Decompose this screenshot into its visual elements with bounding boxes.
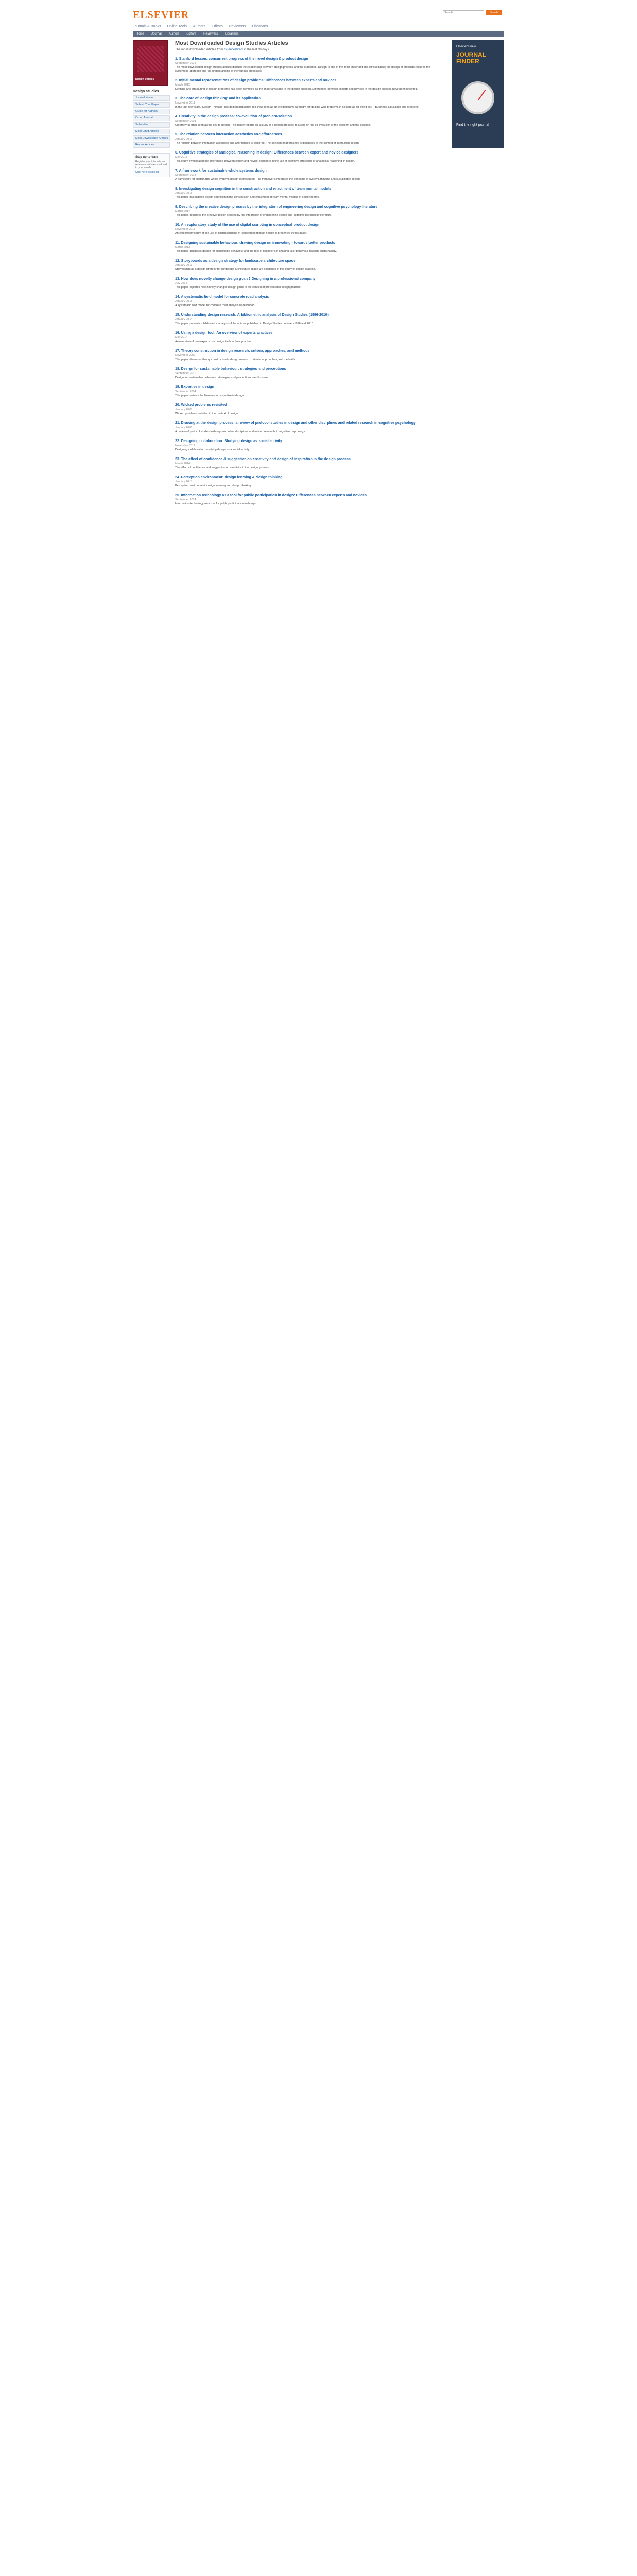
article-title[interactable]: 8. Investigating design cognition in the construction and enactment of team mental models — [175, 187, 331, 191]
article-date: January 2014 — [175, 318, 193, 321]
journal-finder-ad[interactable] — [452, 40, 504, 148]
main-navbar — [133, 31, 504, 37]
sidebar-item-most-cited[interactable]: Most Cited Articles — [133, 129, 170, 134]
article-title[interactable]: 19. Expertise in design — [175, 385, 214, 389]
article-date: January 2005 — [175, 408, 193, 411]
article-title[interactable]: 13. How does novelty change design goals? Designing in a professional company — [175, 277, 316, 281]
gauge-needle — [478, 90, 486, 100]
article-date: September 2001 — [175, 120, 196, 123]
article-title[interactable]: 15. Understanding design research: A bibliometric analysis of Design Studies (1996-2010) — [175, 313, 329, 317]
cover-pattern — [137, 46, 164, 72]
article-item — [175, 277, 443, 290]
top-navigation — [133, 25, 268, 28]
article-item — [175, 168, 443, 181]
article-item — [175, 187, 443, 199]
article-title[interactable]: 10. An exploratory study of the use of digital sculpting in conceptual product design — [175, 223, 320, 227]
article-item — [175, 205, 443, 217]
article-date: May 2014 — [175, 336, 188, 339]
article-item — [175, 475, 443, 488]
elsevier-logo[interactable]: ELSEVIER — [133, 9, 190, 21]
topnav-item-librarians[interactable]: Librarians — [252, 25, 268, 28]
article-date: January 2015 — [175, 192, 193, 195]
search-button[interactable]: Search — [486, 10, 502, 15]
article-title[interactable]: 1. Stanford lesson: concurrent progress of the novel design & product design — [175, 57, 308, 61]
article-title[interactable]: 23. The effect of confidence & suggestion on creativity and design of inspiration in the design process — [175, 457, 351, 461]
article-abstract: This paper presents a bibliometric analysis of the articles published in Design Studies between 1996 and 2010. — [175, 322, 314, 325]
article-abstract: In the last few years, 'Design Thinking' has gained popularity. It is now seen as an exciting new paradigm for dealing with problems in sectors as far afield as IT, Business, Education and Medicine. — [175, 106, 420, 109]
navbar-item-authors[interactable]: Authors — [168, 32, 180, 36]
article-title[interactable]: 3. The core of 'design thinking' and its application — [175, 97, 261, 100]
article-abstract: An overview of how experts use design tools in their practice. — [175, 340, 252, 343]
article-date: January 2015 — [175, 300, 193, 303]
top-header — [0, 0, 637, 27]
article-item — [175, 331, 443, 344]
article-date: March 2014 — [175, 462, 191, 465]
article-date: January 2006 — [175, 426, 193, 429]
article-item — [175, 313, 443, 326]
topnav-item-editors[interactable]: Editors — [212, 25, 223, 28]
article-title[interactable]: 4. Creativity in the design process: co-evolution of problem-solution — [175, 115, 292, 118]
article-item — [175, 385, 443, 398]
article-abstract: Storyboards as a design strategy for landscape architecture space are examined in this study of design practice. — [175, 268, 316, 271]
sidebar-list — [133, 95, 170, 148]
sidebar-item-submit[interactable]: Submit Your Paper — [133, 102, 170, 108]
article-date: March 2014 — [175, 210, 191, 213]
article-item — [175, 114, 443, 127]
cover-title: Design Studies — [135, 78, 154, 81]
sidebar — [133, 40, 170, 177]
navbar-item-home[interactable]: Home — [136, 32, 145, 36]
article-abstract: Designing collaboration: studying design as a social activity. — [175, 448, 250, 451]
article-date: January 2013 — [175, 138, 193, 141]
article-abstract: An exploratory study of the use of digital sculpting in conceptual product design is presented in this paper. — [175, 232, 307, 235]
article-date: March 2015 — [175, 83, 191, 87]
sciencedirect-link[interactable]: ScienceDirect — [224, 48, 244, 52]
article-item — [175, 57, 443, 73]
article-abstract: Creativity is often seen as the key to design. This paper reports on a study of a design process, focusing on the co-evolution of the problem and the solution. — [175, 124, 371, 127]
article-item — [175, 493, 443, 506]
article-abstract: A framework for sustainable whole systems design is presented. The framework integrates the concepts of systems thinking and sustainable design. — [175, 178, 361, 181]
article-item — [175, 295, 443, 308]
ad-line-3: Find the right journal — [456, 123, 489, 127]
article-date: September 2014 — [175, 62, 196, 65]
article-abstract: Wicked problems revisited in the context of design. — [175, 412, 239, 415]
sidebar-item-subscribe[interactable]: Subscribe — [133, 122, 170, 128]
article-item — [175, 367, 443, 380]
navbar-item-librarians[interactable]: Librarians — [225, 32, 239, 36]
page-intro — [175, 48, 270, 52]
article-abstract: This paper describes the creative design process by the integration of engineering design and cognitive psychology literature. — [175, 214, 332, 217]
sidebar-item-most-downloaded[interactable]: Most Downloaded Articles — [133, 135, 170, 141]
article-title[interactable]: 14. A systematic field model for concrete road analysis — [175, 295, 269, 299]
article-date: September 2004 — [175, 390, 196, 393]
ad-line-2: JOURNAL FINDER — [456, 51, 486, 65]
article-abstract: The most downloaded design studies articles discuss the relationship between design process and the outcomes. Design is one of the most important and difficult tasks; the design of products requires the systematic approach and the understanding of the various processes. — [175, 66, 431, 73]
article-abstract: A review of protocol studies in design and other disciplines and related research in cognitive psychology. — [175, 430, 306, 433]
article-title[interactable]: 12. Storyboards as a design strategy for landscape architecture space — [175, 259, 296, 263]
article-item — [175, 259, 443, 272]
navbar-item-journal[interactable]: Journal — [151, 32, 162, 36]
article-item — [175, 457, 443, 470]
article-abstract: This paper discusses theory construction in design research: criteria, approaches, and methods. — [175, 358, 296, 361]
sidebar-item-recent[interactable]: Recent Articles — [133, 142, 170, 148]
article-title[interactable]: 5. The relation between interaction aesthetics and affordances — [175, 133, 282, 137]
article-date: September 2011 — [175, 372, 196, 375]
sidebar-item-journal-home[interactable]: Journal Home — [133, 95, 170, 101]
article-title[interactable]: 11. Designing sustainable behaviour: drawing design on innovating - towards better products — [175, 241, 335, 245]
gauge-icon — [461, 81, 494, 114]
article-date: March 2013 — [175, 246, 191, 249]
article-date: July 2014 — [175, 282, 187, 285]
article-date: January 2013 — [175, 480, 193, 483]
article-abstract: Perception environment: design learning and design thinking. — [175, 484, 252, 487]
intro-suffix: in the last 90 days. — [243, 48, 270, 52]
navbar-item-reviewers[interactable]: Reviewers — [203, 32, 218, 36]
signup-link[interactable]: Click here to sign up — [135, 171, 159, 174]
stay-up-to-date-title: Stay up-to-date — [135, 156, 158, 159]
article-abstract: A systematic field model for concrete road analysis is described. — [175, 304, 255, 307]
article-abstract: This study investigated the differences between expert and novice designers in the use of cognitive strategies of analogical reasoning in design. — [175, 160, 355, 163]
article-item — [175, 223, 443, 235]
article-date: November 2011 — [175, 444, 195, 447]
article-title[interactable]: 22. Designing collaboration: Studying design as social activity — [175, 439, 282, 443]
article-title[interactable]: 20. Wicked problems revisited — [175, 403, 227, 407]
article-date: January 2013 — [175, 264, 193, 267]
article-abstract: Defining and structuring of design problems has been identified as the important stage in the design process. Differences between experts and novices in the design process have been reported. — [175, 88, 418, 91]
article-title[interactable]: 25. Information technology as a tool for public participation in design: Differences between experts and novices — [175, 494, 367, 497]
article-title[interactable]: 24. Perception environment: design learning & design thinking — [175, 476, 283, 479]
article-abstract: Design for sustainable behaviour: strategies and perceptions are discussed. — [175, 376, 270, 379]
article-item — [175, 132, 443, 145]
stay-up-to-date-box — [133, 153, 170, 177]
article-date: September 2014 — [175, 498, 196, 501]
article-title[interactable]: 6. Cognitive strategies of analogical reasoning in design: Differences between expert and novice designers — [175, 151, 359, 155]
sidebar-heading: Design Studies — [133, 90, 159, 93]
navbar-item-editors[interactable]: Editors — [186, 32, 197, 36]
article-date: September 2013 — [175, 174, 196, 177]
ad-line-1: Elsevier's new — [456, 45, 476, 48]
article-title[interactable]: 16. Using a design tool: An overview of experts practices — [175, 331, 273, 335]
topnav-item-journals[interactable]: Journals & Books — [133, 25, 161, 28]
journal-cover[interactable] — [133, 40, 168, 86]
article-abstract: This paper investigates design cognition in the construction and enactment of team mental models in design teams. — [175, 196, 320, 199]
page-title: Most Downloaded Design Studies Articles — [175, 40, 288, 46]
article-abstract: This paper discusses design for sustainable behaviour and the role of designers in shaping user behaviour towards sustainability. — [175, 250, 337, 253]
article-title[interactable]: 9. Describing the creative design process by the integration of engineering design and cognitive psychology literature — [175, 205, 378, 209]
intro-prefix: The most downloaded articles from — [175, 48, 225, 52]
topnav-item-reviewers[interactable]: Reviewers — [229, 25, 246, 28]
article-title[interactable]: 18. Design for sustainable behaviour: strategies and perceptions — [175, 367, 286, 371]
article-date: May 2013 — [175, 156, 188, 159]
article-item — [175, 421, 443, 434]
article-item — [175, 96, 443, 109]
article-abstract: Information technology as a tool for public participation in design. — [175, 502, 257, 505]
article-title[interactable]: 17. Theory construction in design research: criteria, approaches, and methods — [175, 349, 310, 353]
article-item — [175, 439, 443, 452]
article-list — [175, 57, 443, 511]
sidebar-item-order[interactable]: Order Journal — [133, 115, 170, 121]
article-title[interactable]: 2. Initial mental representations of design problems: Differences between experts and novices — [175, 79, 337, 82]
article-item — [175, 78, 443, 91]
article-item — [175, 349, 443, 362]
article-date: November 2002 — [175, 354, 196, 357]
article-date: November 2011 — [175, 101, 195, 105]
article-title[interactable]: 21. Drawing at the design process: a review of protocol studies in design and other disciplines and related research in cognitive psychology — [175, 421, 416, 425]
article-item — [175, 150, 443, 163]
article-abstract: The effect of confidence and suggestion on creativity in the design process. — [175, 466, 270, 469]
article-abstract: This paper reviews the literature on expertise in design. — [175, 394, 245, 397]
article-title[interactable]: 7. A framework for sustainable whole systems design — [175, 169, 267, 173]
article-item — [175, 241, 443, 253]
topnav-item-authors[interactable]: Authors — [193, 25, 206, 28]
search-input[interactable] — [443, 10, 484, 15]
article-abstract: The relation between interaction aesthetics and affordances is explored. The concept of affordance is discussed in the context of interaction design. — [175, 142, 360, 145]
article-item — [175, 403, 443, 416]
article-date: November 2013 — [175, 228, 196, 231]
stay-up-to-date-text: Register your interests and receive email alerts tailored to your needs — [135, 160, 167, 170]
sidebar-item-guide[interactable]: Guide for Authors — [133, 109, 170, 114]
search-area — [443, 10, 505, 24]
topnav-item-online-tools[interactable]: Online Tools — [167, 25, 187, 28]
article-abstract: This paper explores how novelty changes design goals in the context of professional design practice. — [175, 286, 302, 289]
